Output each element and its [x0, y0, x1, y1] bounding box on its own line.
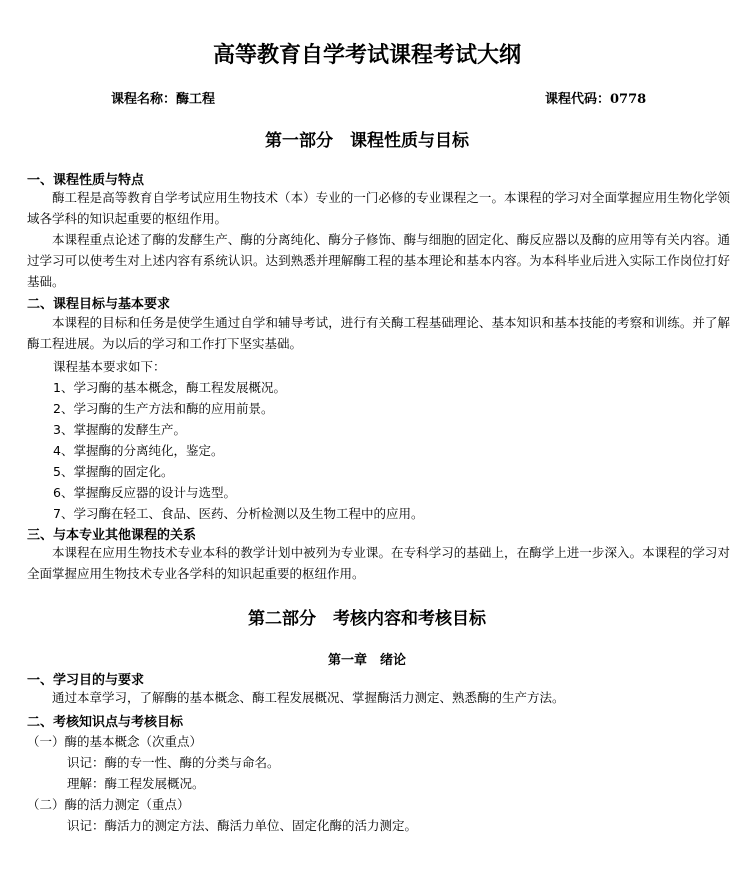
document-title: 高等教育自学考试课程考试大纲 [212, 42, 521, 68]
part2-heading: 第二部分 考核内容和考核目标 [248, 609, 486, 629]
course-code: 课程代码：0778 [545, 92, 647, 107]
list-item: 2、学习酶的生产方法和酶的应用前景。 [53, 401, 274, 416]
section-heading-study-purpose: 一、学习目的与要求 [27, 673, 145, 688]
exam-point-2: （二）酶的活力测定（重点） [27, 797, 190, 812]
exam-point-1: （一）酶的基本概念（次重点） [27, 734, 203, 749]
list-item: 1、学习酶的基本概念，酶工程发展概况。 [53, 380, 286, 395]
requirements-intro: 课程基本要求如下： [53, 359, 166, 374]
exam-point-1-understand: 理解：酶工程发展概况。 [67, 776, 205, 791]
list-item: 3、掌握酶的发酵生产。 [53, 422, 186, 437]
section-heading-goals: 二、课程目标与基本要求 [27, 297, 171, 312]
section-heading-nature: 一、课程性质与特点 [27, 173, 145, 188]
list-item: 6、掌握酶反应器的设计与选型。 [53, 485, 236, 500]
paragraph-study-purpose: 通过本章学习，了解酶的基本概念、酶工程发展概况、掌握酶活力测定、熟悉酶的生产方法。 [52, 690, 565, 705]
part1-heading: 第一部分 课程性质与目标 [265, 131, 469, 151]
paragraph-nature-2: 本课程重点论述了酶的发酵生产、酶的分离纯化、酶分子修饰、酶与细胞的固定化、酶反应器以及酶的应用等有关内容。通过学习可以使考生对上述内容有系统认识。达到熟悉并理解酶工程的基本理论和基本内容。为本科毕业后进入实际工作岗位打好基础。 [27, 232, 730, 289]
list-item: 7、学习酶在轻工、食品、医药、分析检测以及生物工程中的应用。 [53, 506, 424, 521]
paragraph-nature-1: 酶工程是高等教育自学考试应用生物技术（本）专业的一门必修的专业课程之一。本课程的学习对全面掌握应用生物化学领域各学科的知识起重要的枢纽作用。 [27, 190, 730, 226]
section-heading-relations: 三、与本专业其他课程的关系 [27, 528, 197, 543]
list-item: 4、掌握酶的分离纯化，鉴定。 [53, 443, 224, 458]
course-name: 课程名称：酶工程 [111, 92, 216, 107]
list-item: 5、掌握酶的固定化。 [53, 464, 174, 479]
exam-point-1-memorize: 识记：酶的专一性、酶的分类与命名。 [67, 755, 280, 770]
section-heading-exam-points: 二、考核知识点与考核目标 [27, 715, 184, 730]
exam-point-2-memorize: 识记：酶活力的测定方法、酶活力单位、固定化酶的活力测定。 [67, 818, 418, 833]
paragraph-goals: 本课程的目标和任务是使学生通过自学和辅导考试，进行有关酶工程基础理论、基本知识和基本技能的考察和训练。并了解酶工程进展。为以后的学习和工作打下坚实基础。 [27, 315, 730, 351]
chapter-heading: 第一章 绪论 [327, 653, 406, 668]
paragraph-relations: 本课程在应用生物技术专业本科的教学计划中被列为专业课。在专科学习的基础上，在酶学上进一步深入。本课程的学习对全面掌握应用生物技术专业各学科的知识起重要的枢纽作用。 [27, 545, 730, 581]
